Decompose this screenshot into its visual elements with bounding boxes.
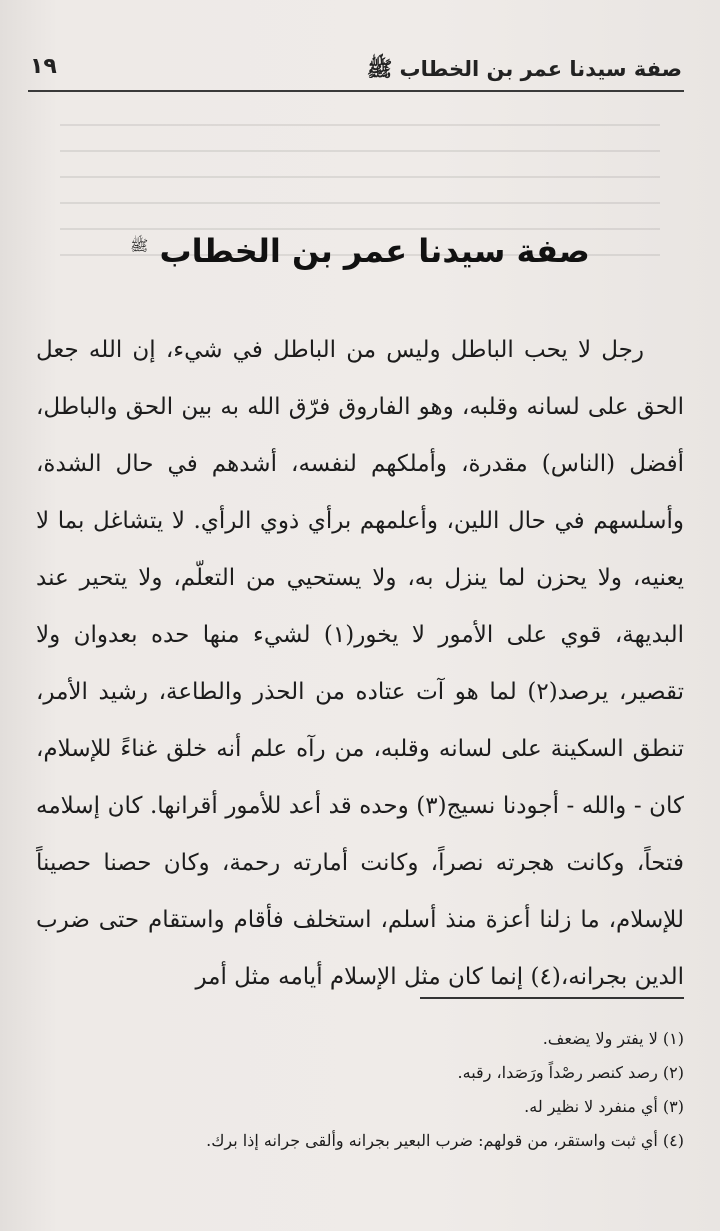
footnote-3: (٣) أي منفرد لا نظير له. <box>524 1097 684 1116</box>
footnote-rule <box>420 997 684 999</box>
header-rule <box>28 90 684 92</box>
footnote-4: (٤) أي ثبت واستقر، من قولهم: ضرب البعير بجرانه وألقى جرانه إذا برك. <box>206 1131 684 1150</box>
footnote-2: (٢) رصد كنصر رصْداً ورَصَدا، رقبه. <box>457 1063 684 1082</box>
footnote-1: (١) لا يفتر ولا يضعف. <box>542 1029 684 1048</box>
section-title <box>0 232 720 270</box>
section-title-text: صفة سيدنا عمر بن الخطاب <box>159 232 590 270</box>
body-paragraph: رجل لا يحب الباطل وليس من الباطل في شيء، إن الله جعل الحق على لسانه وقلبه، وهو الفاروق فرّق الله به بين الحق والباطل، أفضل (الناس) مقدرة، وأملكهم لنفسه، أشدهم في حال الشدة، وأسلسهم في حال اللين، وأعلمهم برأي ذوي الرأي. لا يتشاغل بما لا يعنيه، ولا يحزن لما ينزل به، ولا يستحيي من التعلّم، ولا يتحير عند البديهة، قوي على الأمور لا يخور(١) لشيء منها حده بعدوان ولا تقصير، يرصد(٢) لما هو آت عتاده من الحذر والطاعة، رشيد الأمر، تنطق السكينة على لسانه وقلبه، من رآه علم أنه خلق غناءً للإسلام، كان - والله - أجودنا نسيج(٣) وحده قد أعد للأمور أقرانها. كان إسلامه فتحاً، وكانت هجرته نصراً، وكانت أمارته رحمة، وكان حصنا حصيناً للإسلام، ما زلنا أعزة منذ أسلم، استخلف فأقام واستقام حتى ضرب الدين بجرانه،(٤) إنما كان مثل الإسلام أيامه مثل أمر <box>36 337 685 990</box>
footnotes <box>36 1022 684 1158</box>
honorific-symbol: ﷺ <box>130 236 149 255</box>
running-title: صفة سيدنا عمر بن الخطاب ﷺ <box>366 57 682 81</box>
body-text <box>36 322 684 1006</box>
page-number: ١٩ <box>30 54 57 79</box>
running-header <box>30 52 682 92</box>
